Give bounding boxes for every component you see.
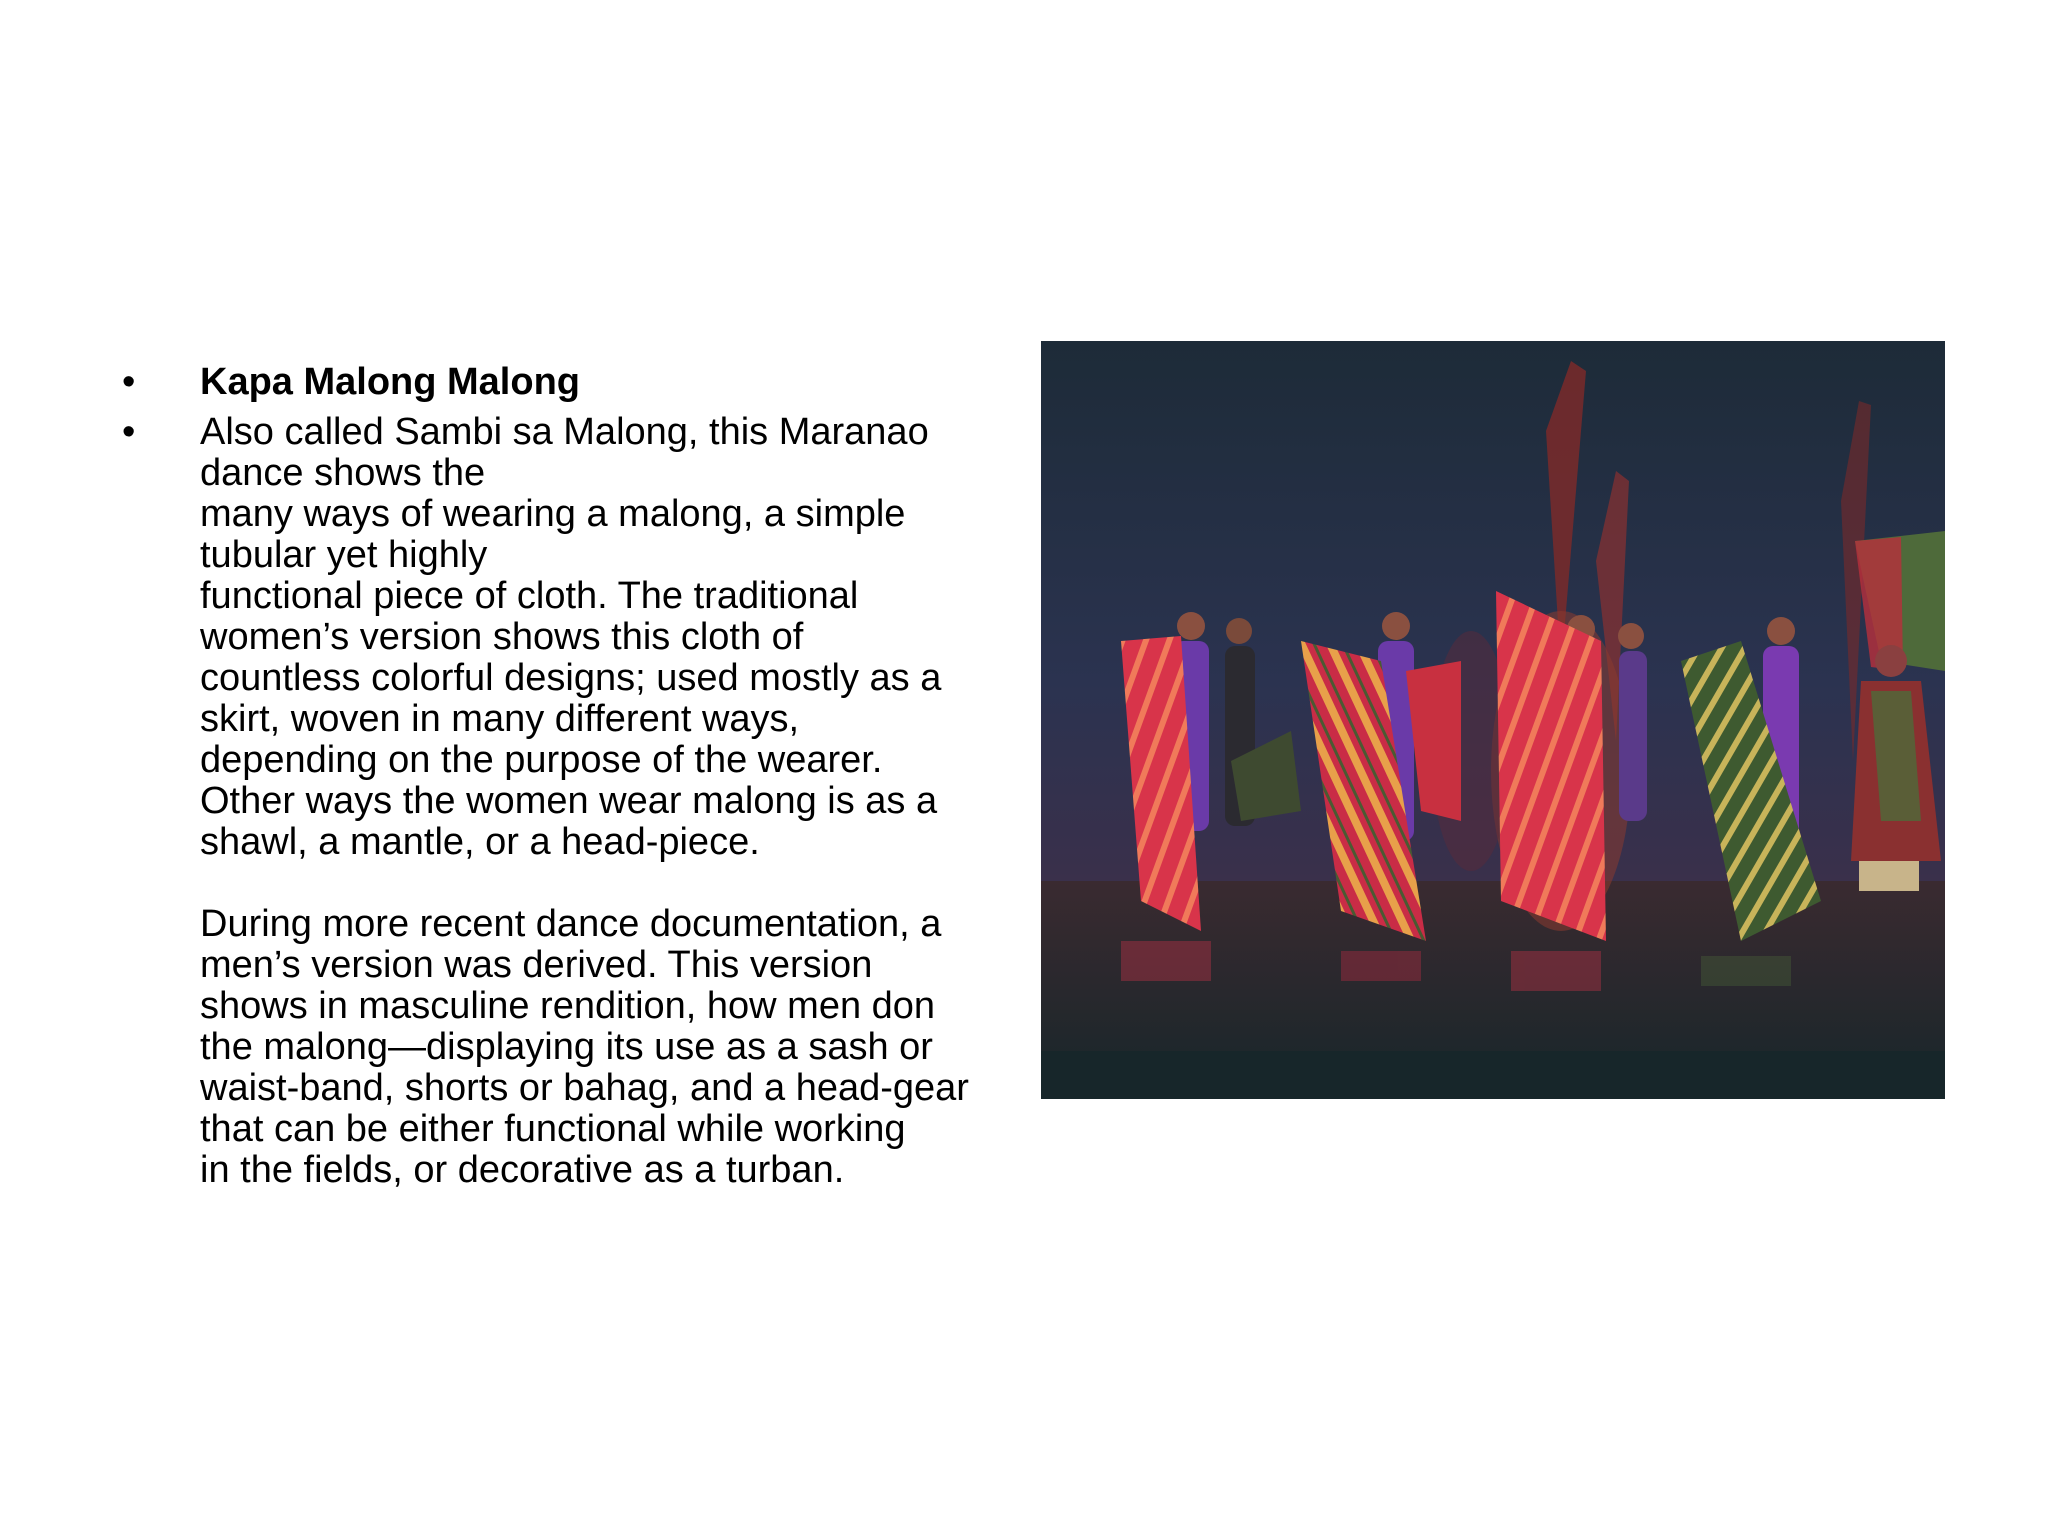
slide-text-block xyxy=(112,362,992,1191)
description-line: Other ways the women wear malong is as a xyxy=(200,780,938,822)
description-line: dance shows the xyxy=(200,452,486,494)
description-line: many ways of wearing a malong, a simple xyxy=(200,493,906,535)
dance-performance-photo xyxy=(1041,341,1945,1099)
description-line: depending on the purpose of the wearer. xyxy=(200,739,883,781)
description-line: skirt, woven in many different ways, xyxy=(200,698,800,740)
mens-version-line: shows in masculine rendition, how men don xyxy=(200,985,936,1027)
mens-version-line: During more recent dance documentation, a xyxy=(200,903,942,945)
description-body xyxy=(200,412,992,1191)
description-line: women’s version shows this cloth of xyxy=(200,616,804,658)
dancer-4 xyxy=(1496,591,1606,941)
description-line: countless colorful designs; used mostly as a xyxy=(200,657,942,699)
mens-version-line: that can be either functional while working xyxy=(200,1108,906,1150)
description-line: functional piece of cloth. The traditional xyxy=(200,575,859,617)
mens-version-line: in the fields, or decorative as a turban. xyxy=(200,1149,845,1191)
mens-version-line: the malong—displaying its use as a sash or xyxy=(200,1026,933,1068)
photo-illustration xyxy=(1041,341,1945,1099)
bullet-item-description xyxy=(112,412,992,1191)
mens-version-line: waist-band, shorts or bahag, and a head-gear xyxy=(200,1067,969,1109)
bullet-marker: • xyxy=(122,361,136,403)
paragraph-gap xyxy=(200,863,992,904)
description-line: shawl, a mantle, or a head-piece. xyxy=(200,821,760,863)
slide-title: Kapa Malong Malong xyxy=(200,361,580,403)
description-line: tubular yet highly xyxy=(200,534,488,576)
bullet-marker: • xyxy=(122,411,136,453)
bullet-item-title xyxy=(112,362,992,403)
mens-version-line: men’s version was derived. This version xyxy=(200,944,873,986)
description-line: Also called Sambi sa Malong, this Maranao xyxy=(200,411,929,453)
